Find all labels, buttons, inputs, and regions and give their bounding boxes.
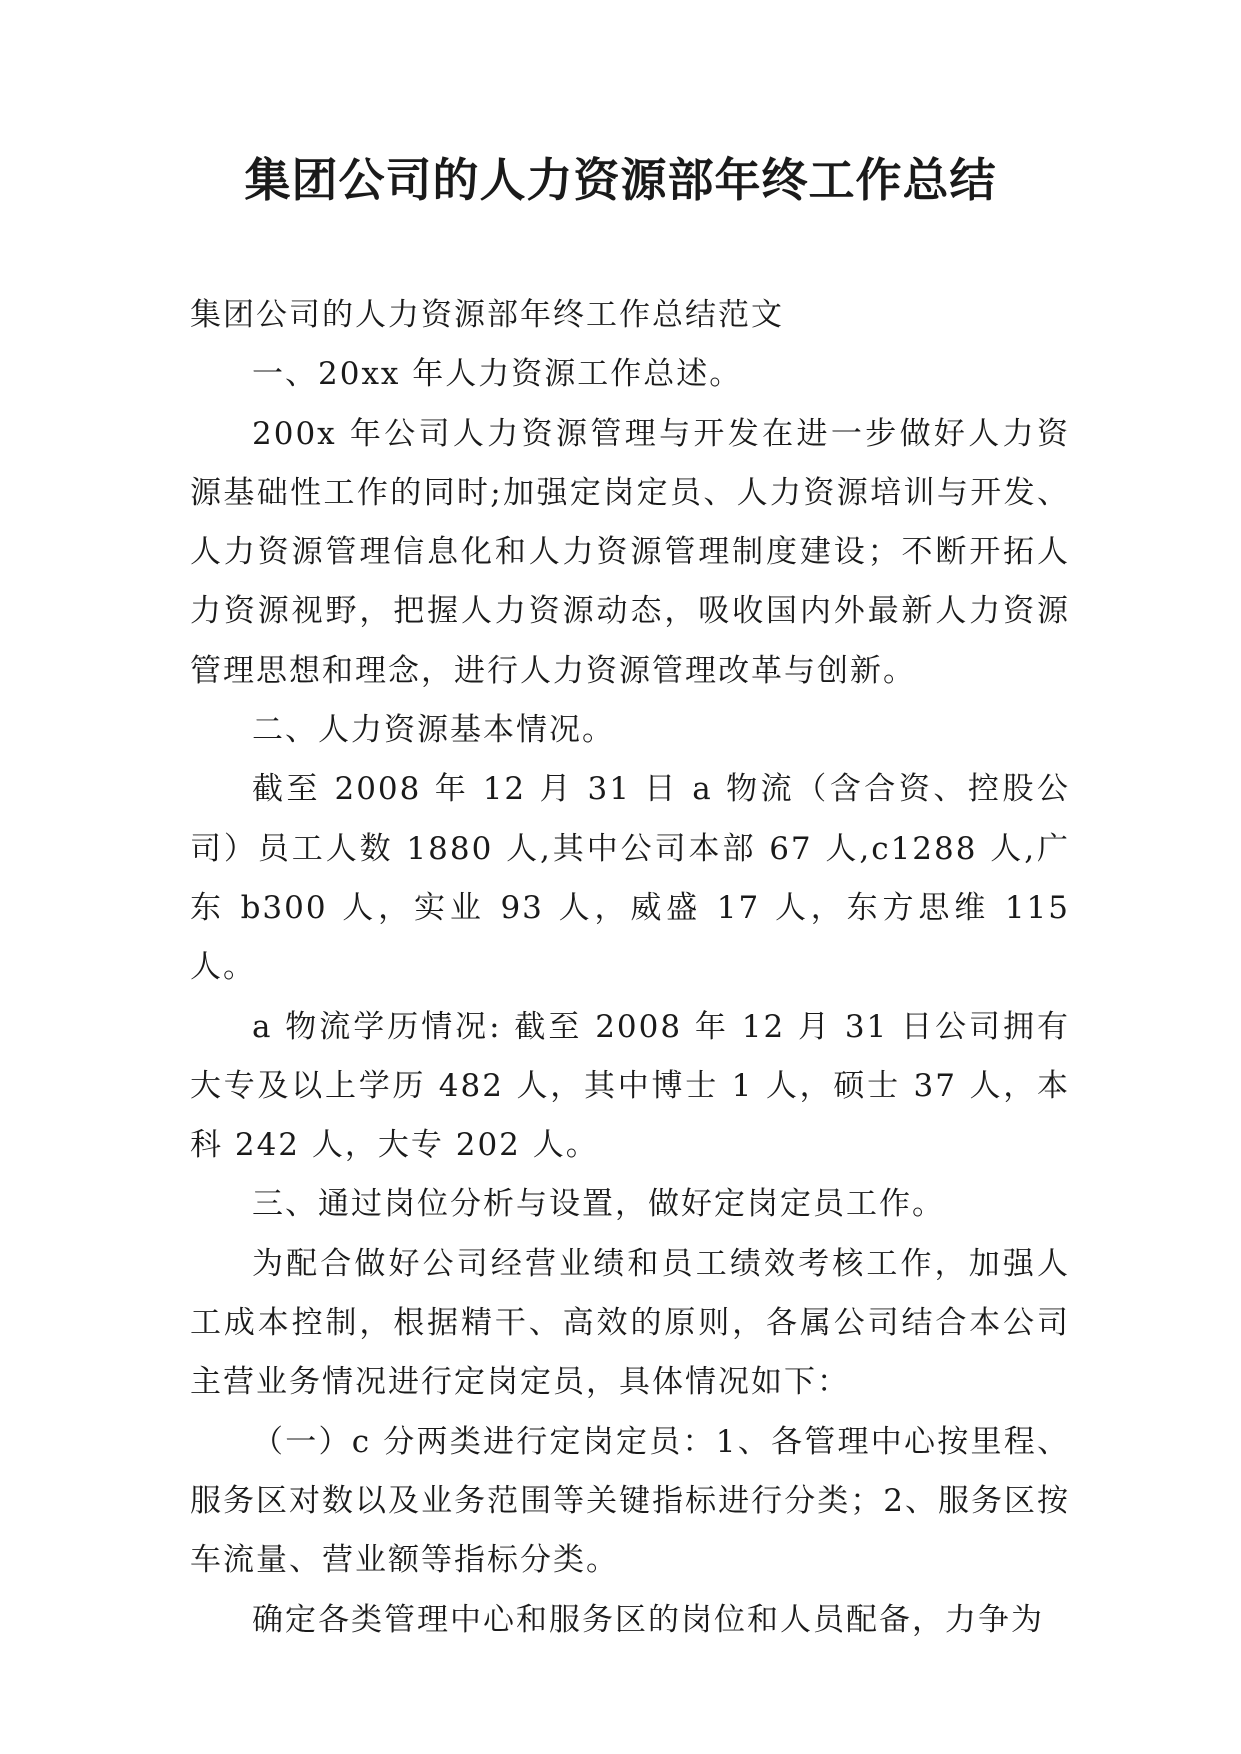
document-title: 集团公司的人力资源部年终工作总结 bbox=[244, 153, 997, 207]
body-paragraph: 截至 2008 年 12 月 31 日 a 物流（含合资、控股公司）员工人数 1880 人,其中公司本部 67 人,c1288 人,广东 b300 人，实业 93 人，威盛 17 人，东方思维 115 人。 bbox=[190, 771, 1070, 986]
section-heading: 二、人力资源基本情况。 bbox=[252, 712, 615, 749]
body-paragraph: a 物流学历情况: 截至 2008 年 12 月 31 日公司拥有大专及以上学历 482 人，其中博士 1 人，硕士 37 人，本科 242 人，大专 202 人。 bbox=[190, 1008, 1070, 1164]
section-heading: 三、通过岗位分析与设置，做好定岗定员工作。 bbox=[252, 1186, 945, 1223]
section-heading: 一、20xx 年人力资源工作总述。 bbox=[252, 356, 743, 393]
body-paragraph: 200x 年公司人力资源管理与开发在进一步做好人力资源基础性工作的同时;加强定岗定员、人力资源培训与开发、人力资源管理信息化和人力资源管理制度建设；不断开拓人力资源视野，把握人力资源动态，吸收国内外最新人力资源管理思想和理念，进行人力资源管理改革与创新。 bbox=[190, 415, 1070, 689]
document-body bbox=[190, 286, 1070, 1650]
body-paragraph: （一）c 分两类进行定岗定员：1、各管理中心按里程、服务区对数以及业务范围等关键指标进行分类；2、服务区按车流量、营业额等指标分类。 bbox=[190, 1423, 1070, 1579]
body-paragraph: 为配合做好公司经营业绩和员工绩效考核工作，加强人工成本控制，根据精干、高效的原则，各属公司结合本公司主营业务情况进行定岗定员，具体情况如下： bbox=[190, 1245, 1070, 1401]
body-paragraph: 确定各类管理中心和服务区的岗位和人员配备，力争为 bbox=[252, 1601, 1044, 1638]
body-paragraph: 集团公司的人力资源部年终工作总结范文 bbox=[190, 297, 784, 333]
